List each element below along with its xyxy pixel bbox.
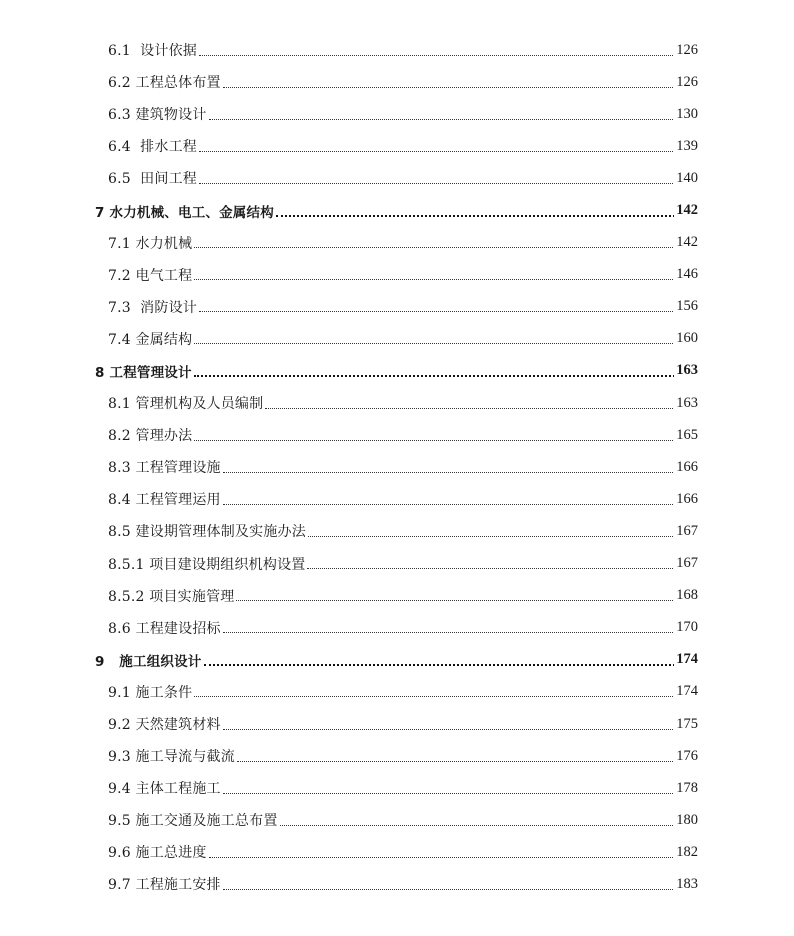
- toc-page-number: 166: [676, 490, 698, 507]
- toc-section-entry[interactable]: [0, 740, 794, 772]
- toc-entry-title: 9 施工组织设计: [95, 650, 202, 670]
- toc-section-entry[interactable]: [0, 66, 794, 98]
- toc-dot-leader: [276, 215, 695, 217]
- toc-section-entry[interactable]: [0, 483, 794, 515]
- toc-section-entry[interactable]: [0, 772, 794, 804]
- toc-entry-title: 6.5 田间工程: [108, 168, 197, 188]
- toc-entry-title: 9.3 施工导流与截流: [108, 746, 235, 766]
- toc-dot-leader: [236, 600, 695, 601]
- toc-dot-leader: [194, 343, 695, 344]
- toc-page-number: 160: [676, 330, 698, 347]
- toc-page-number: 176: [676, 747, 698, 764]
- toc-section-entry[interactable]: [0, 387, 794, 419]
- toc-section-entry[interactable]: [0, 836, 794, 868]
- toc-dot-leader: [194, 279, 695, 280]
- toc-entry-title: 6.1 设计依据: [108, 40, 197, 60]
- toc-entry-title: 7.3 消防设计: [108, 297, 197, 317]
- toc-dot-leader: [223, 472, 695, 473]
- toc-page-number: 167: [676, 522, 698, 539]
- toc-section-entry[interactable]: [0, 227, 794, 259]
- toc-entry-title: 9.7 工程施工安排: [108, 874, 221, 894]
- toc-dot-leader: [223, 889, 695, 890]
- toc-entry-title: 7.2 电气工程: [108, 265, 192, 285]
- toc-section-entry[interactable]: [0, 580, 794, 612]
- toc-section-entry[interactable]: [0, 98, 794, 130]
- toc-dot-leader: [237, 761, 695, 762]
- toc-entry-title: 8.5.2 项目实施管理: [108, 586, 234, 606]
- toc-entry-title: 7.1 水力机械: [108, 233, 192, 253]
- toc-entry-title: 9.5 施工交通及施工总布置: [108, 810, 278, 830]
- toc-dot-leader: [204, 664, 696, 666]
- toc-section-entry[interactable]: [0, 612, 794, 644]
- toc-dot-leader: [223, 87, 695, 88]
- toc-entry-title: 8 工程管理设计: [95, 361, 192, 381]
- toc-dot-leader: [223, 504, 695, 505]
- toc-page-number: 180: [676, 811, 698, 828]
- toc-page-number: 142: [676, 234, 698, 251]
- toc-entry-title: 8.4 工程管理运用: [108, 489, 221, 509]
- toc-section-entry[interactable]: [0, 708, 794, 740]
- toc-section-entry[interactable]: [0, 291, 794, 323]
- toc-dot-leader: [307, 568, 695, 569]
- toc-dot-leader: [280, 825, 695, 826]
- toc-page-number: 163: [676, 394, 698, 411]
- toc-entry-title: 8.6 工程建设招标: [108, 618, 221, 638]
- toc-section-entry[interactable]: [0, 548, 794, 580]
- toc-section-entry[interactable]: [0, 130, 794, 162]
- toc-page-number: 139: [676, 137, 698, 154]
- toc-dot-leader: [223, 729, 695, 730]
- toc-dot-leader: [199, 183, 695, 184]
- toc-page-number: 142: [676, 202, 698, 219]
- toc-dot-leader: [199, 311, 695, 312]
- toc-dot-leader: [199, 151, 695, 152]
- toc-dot-leader: [223, 632, 695, 633]
- toc-entry-title: 8.1 管理机构及人员编制: [108, 393, 263, 413]
- toc-page-number: 167: [676, 555, 698, 572]
- toc-page-number: 170: [676, 619, 698, 636]
- toc-chapter-entry[interactable]: [0, 355, 794, 387]
- toc-entry-title: 6.2 工程总体布置: [108, 72, 221, 92]
- toc-chapter-entry[interactable]: [0, 194, 794, 226]
- toc-entry-title: 8.5 建设期管理体制及实施办法: [108, 521, 306, 541]
- toc-section-entry[interactable]: [0, 419, 794, 451]
- toc-section-entry[interactable]: [0, 34, 794, 66]
- toc-entry-title: 9.6 施工总进度: [108, 842, 207, 862]
- toc-section-entry[interactable]: [0, 515, 794, 547]
- toc-dot-leader: [194, 247, 695, 248]
- toc-page-number: 183: [676, 875, 698, 892]
- toc-section-entry[interactable]: [0, 676, 794, 708]
- toc-section-entry[interactable]: [0, 451, 794, 483]
- toc-dot-leader: [199, 55, 695, 56]
- toc-entry-title: 9.4 主体工程施工: [108, 778, 221, 798]
- toc-entry-title: 8.5.1 项目建设期组织机构设置: [108, 554, 305, 574]
- toc-entry-title: 9.1 施工条件: [108, 682, 192, 702]
- toc-dot-leader: [194, 375, 695, 377]
- toc-dot-leader: [194, 440, 695, 441]
- toc-page-number: 174: [676, 683, 698, 700]
- toc-page-number: 165: [676, 426, 698, 443]
- toc-entry-title: 7.4 金属结构: [108, 329, 192, 349]
- toc-page-number: 175: [676, 715, 698, 732]
- toc-dot-leader: [223, 793, 695, 794]
- toc-page-number: 140: [676, 169, 698, 186]
- toc-page-number: 126: [676, 73, 698, 90]
- toc-entry-title: 8.3 工程管理设施: [108, 457, 221, 477]
- toc-page-number: 156: [676, 298, 698, 315]
- toc-chapter-entry[interactable]: [0, 644, 794, 676]
- toc-page-number: 174: [676, 651, 698, 668]
- toc-page-number: 168: [676, 587, 698, 604]
- toc-entry-title: 8.2 管理办法: [108, 425, 192, 445]
- toc-section-entry[interactable]: [0, 323, 794, 355]
- toc-section-entry[interactable]: [0, 868, 794, 900]
- toc-page-number: 178: [676, 779, 698, 796]
- toc-section-entry[interactable]: [0, 259, 794, 291]
- toc-dot-leader: [209, 857, 695, 858]
- toc-dot-leader: [194, 696, 695, 697]
- toc-section-entry[interactable]: [0, 162, 794, 194]
- toc-section-entry[interactable]: [0, 804, 794, 836]
- toc-page-number: 163: [676, 362, 698, 379]
- toc-entry-title: 6.3 建筑物设计: [108, 104, 207, 124]
- toc-dot-leader: [265, 408, 695, 409]
- toc-page-number: 166: [676, 458, 698, 475]
- toc-entry-title: 6.4 排水工程: [108, 136, 197, 156]
- toc-page-number: 146: [676, 266, 698, 283]
- toc-entry-title: 9.2 天然建筑材料: [108, 714, 221, 734]
- toc-page-number: 182: [676, 843, 698, 860]
- table-of-contents: [0, 34, 794, 901]
- toc-page-number: 126: [676, 41, 698, 58]
- toc-page-number: 130: [676, 105, 698, 122]
- toc-entry-title: 7 水力机械、电工、金属结构: [95, 201, 274, 221]
- toc-dot-leader: [308, 536, 695, 537]
- toc-dot-leader: [209, 119, 695, 120]
